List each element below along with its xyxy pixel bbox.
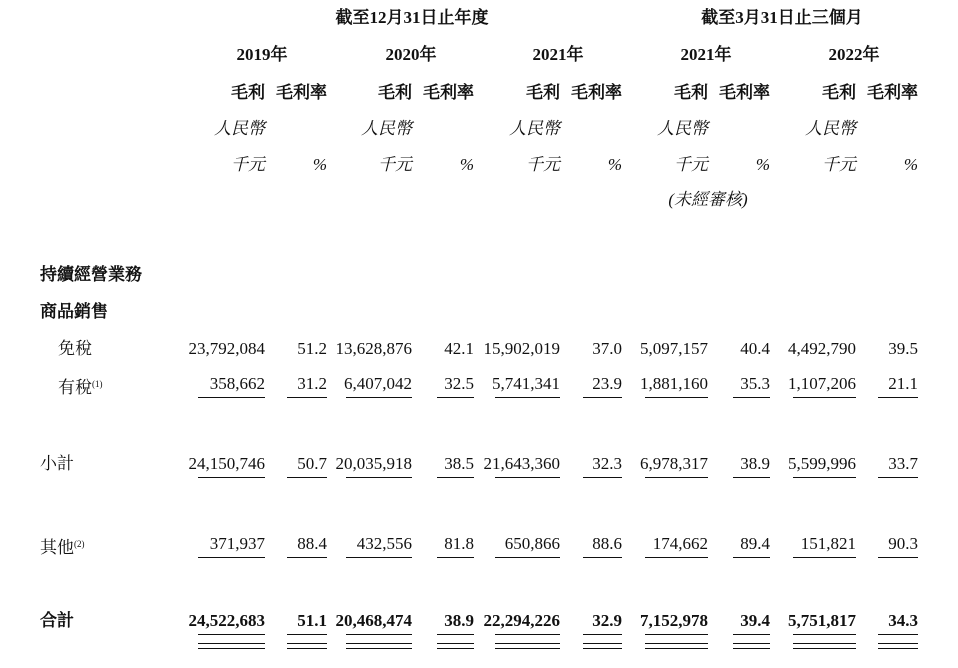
unit-thousand-2019: 千元 bbox=[231, 155, 265, 174]
footnote-1: (1) bbox=[92, 379, 103, 389]
col-margin-2020: 毛利率 bbox=[423, 83, 474, 102]
cell-duty-free-gross-profit-2019: 23,792,084 bbox=[188, 339, 265, 358]
unit-percent-2020: % bbox=[459, 155, 474, 174]
col-gross-profit-2022-q1: 毛利 bbox=[822, 83, 856, 102]
cell-total-gross-profit-2019: 24,522,683 bbox=[188, 611, 265, 630]
unit-thousand-2021: 千元 bbox=[526, 155, 560, 174]
cell-total-margin-2021: 32.9 bbox=[592, 611, 622, 630]
rule-others-7 bbox=[733, 557, 770, 558]
cell-total-gross-profit-2021: 22,294,226 bbox=[483, 611, 560, 630]
cell-subtotal-gross-profit-2019: 24,150,746 bbox=[188, 454, 265, 473]
col-margin-2022-q1: 毛利率 bbox=[867, 83, 918, 102]
rule-total-top-8 bbox=[793, 634, 856, 635]
cell-others-gross-profit-2022-q1: 151,821 bbox=[800, 534, 856, 553]
rule-duty-paid-3 bbox=[437, 397, 474, 398]
rule-subtotal-3 bbox=[437, 477, 474, 478]
rule-subtotal-2 bbox=[346, 477, 412, 478]
rule-total-double-5 bbox=[583, 643, 622, 649]
rule-duty-paid-2 bbox=[346, 397, 412, 398]
currency-2019: 人民幣 bbox=[214, 119, 265, 138]
cell-others-gross-profit-2021: 650,866 bbox=[504, 534, 560, 553]
rule-total-double-6 bbox=[645, 643, 708, 649]
year-header-2022-q1: 2022年 bbox=[828, 45, 880, 64]
unit-thousand-2020: 千元 bbox=[378, 155, 412, 174]
cell-duty-paid-gross-profit-2019: 358,662 bbox=[209, 374, 265, 393]
rule-total-top-6 bbox=[645, 634, 708, 635]
cell-duty-paid-margin-2019: 31.2 bbox=[297, 374, 327, 393]
row-label-total: 合計 bbox=[40, 611, 74, 630]
rule-total-double-2 bbox=[346, 643, 412, 649]
rule-others-5 bbox=[583, 557, 622, 558]
cell-duty-paid-gross-profit-2021: 5,741,341 bbox=[492, 374, 560, 393]
cell-others-margin-2021-q1: 89.4 bbox=[740, 534, 770, 553]
col-margin-2019: 毛利率 bbox=[276, 83, 327, 102]
cell-others-gross-profit-2019: 371,937 bbox=[209, 534, 265, 553]
cell-duty-paid-gross-profit-2022-q1: 1,107,206 bbox=[788, 374, 856, 393]
rule-subtotal-5 bbox=[583, 477, 622, 478]
currency-2020: 人民幣 bbox=[361, 119, 412, 138]
footnote-2: (2) bbox=[74, 539, 85, 549]
cell-subtotal-gross-profit-2022-q1: 5,599,996 bbox=[788, 454, 856, 473]
cell-subtotal-margin-2021: 32.3 bbox=[592, 454, 622, 473]
row-label-duty-paid: 有稅$^{(1)}$ bbox=[58, 378, 103, 397]
rule-subtotal-8 bbox=[793, 477, 856, 478]
rule-others-9 bbox=[878, 557, 918, 558]
year-header-2020: 2020年 bbox=[385, 45, 437, 64]
rule-subtotal-1 bbox=[287, 477, 327, 478]
cell-total-gross-profit-2020: 20,468,474 bbox=[335, 611, 412, 630]
rule-subtotal-4 bbox=[495, 477, 560, 478]
cell-duty-free-margin-2019: 51.2 bbox=[297, 339, 327, 358]
unit-percent-2021: % bbox=[607, 155, 622, 174]
rule-total-double-3 bbox=[437, 643, 474, 649]
col-gross-profit-2021-q1: 毛利 bbox=[674, 83, 708, 102]
cell-subtotal-margin-2020: 38.5 bbox=[444, 454, 474, 473]
cell-duty-free-margin-2020: 42.1 bbox=[444, 339, 474, 358]
rule-duty-paid-9 bbox=[878, 397, 918, 398]
row-label-duty-free: 免稅 bbox=[58, 339, 92, 358]
rule-duty-paid-0 bbox=[198, 397, 265, 398]
rule-total-double-8 bbox=[793, 643, 856, 649]
cell-others-gross-profit-2020: 432,556 bbox=[356, 534, 412, 553]
rule-total-double-4 bbox=[495, 643, 560, 649]
col-margin-2021-q1: 毛利率 bbox=[719, 83, 770, 102]
rule-others-3 bbox=[437, 557, 474, 558]
currency-2022-q1: 人民幣 bbox=[805, 119, 856, 138]
rule-total-double-0 bbox=[198, 643, 265, 649]
unit-percent-2022-q1: % bbox=[903, 155, 918, 174]
cell-duty-free-gross-profit-2021-q1: 5,097,157 bbox=[640, 339, 708, 358]
col-gross-profit-2020: 毛利 bbox=[378, 83, 412, 102]
rule-total-top-5 bbox=[583, 634, 622, 635]
rule-others-8 bbox=[793, 557, 856, 558]
cell-duty-free-margin-2021-q1: 40.4 bbox=[740, 339, 770, 358]
rule-subtotal-0 bbox=[198, 477, 265, 478]
cell-duty-free-gross-profit-2022-q1: 4,492,790 bbox=[788, 339, 856, 358]
rule-subtotal-6 bbox=[645, 477, 708, 478]
group-header-quarter: 截至3月31日止三個月 bbox=[701, 8, 863, 27]
rule-total-top-1 bbox=[287, 634, 327, 635]
rule-duty-paid-1 bbox=[287, 397, 327, 398]
rule-duty-paid-6 bbox=[645, 397, 708, 398]
rule-duty-paid-8 bbox=[793, 397, 856, 398]
rule-total-top-9 bbox=[878, 634, 918, 635]
cell-duty-paid-margin-2021-q1: 35.3 bbox=[740, 374, 770, 393]
rule-others-2 bbox=[346, 557, 412, 558]
cell-subtotal-margin-2019: 50.7 bbox=[297, 454, 327, 473]
rule-subtotal-9 bbox=[878, 477, 918, 478]
cell-duty-free-gross-profit-2020: 13,628,876 bbox=[335, 339, 412, 358]
cell-total-gross-profit-2021-q1: 7,152,978 bbox=[640, 611, 708, 630]
col-gross-profit-2021: 毛利 bbox=[526, 83, 560, 102]
year-header-2021: 2021年 bbox=[532, 45, 584, 64]
cell-total-margin-2020: 38.9 bbox=[444, 611, 474, 630]
rule-total-top-7 bbox=[733, 634, 770, 635]
unaudited-note: (未經審核) bbox=[668, 190, 748, 209]
rule-others-4 bbox=[495, 557, 560, 558]
rule-duty-paid-7 bbox=[733, 397, 770, 398]
cell-others-gross-profit-2021-q1: 174,662 bbox=[652, 534, 708, 553]
cell-subtotal-margin-2021-q1: 38.9 bbox=[740, 454, 770, 473]
section-merchandise-sales: 商品銷售 bbox=[40, 302, 108, 321]
unit-thousand-2022-q1: 千元 bbox=[822, 155, 856, 174]
rule-total-double-1 bbox=[287, 643, 327, 649]
rule-total-top-3 bbox=[437, 634, 474, 635]
rule-others-6 bbox=[645, 557, 708, 558]
cell-subtotal-gross-profit-2021-q1: 6,978,317 bbox=[640, 454, 708, 473]
cell-subtotal-gross-profit-2021: 21,643,360 bbox=[483, 454, 560, 473]
cell-others-margin-2020: 81.8 bbox=[444, 534, 474, 553]
cell-others-margin-2019: 88.4 bbox=[297, 534, 327, 553]
cell-others-margin-2021: 88.6 bbox=[592, 534, 622, 553]
cell-total-margin-2022-q1: 34.3 bbox=[888, 611, 918, 630]
section-continuing-operations: 持續經營業務 bbox=[40, 265, 142, 284]
col-gross-profit-2019: 毛利 bbox=[231, 83, 265, 102]
rule-total-top-4 bbox=[495, 634, 560, 635]
cell-duty-paid-margin-2022-q1: 21.1 bbox=[888, 374, 918, 393]
unit-percent-2019: % bbox=[312, 155, 327, 174]
cell-duty-free-margin-2022-q1: 39.5 bbox=[888, 339, 918, 358]
group-header-year: 截至12月31日止年度 bbox=[335, 8, 489, 27]
year-header-2021-q1: 2021年 bbox=[680, 45, 732, 64]
rule-total-top-2 bbox=[346, 634, 412, 635]
cell-total-margin-2019: 51.1 bbox=[297, 611, 327, 630]
cell-total-margin-2021-q1: 39.4 bbox=[740, 611, 770, 630]
year-header-2019: 2019年 bbox=[236, 45, 288, 64]
cell-duty-paid-gross-profit-2021-q1: 1,881,160 bbox=[640, 374, 708, 393]
cell-duty-free-gross-profit-2021: 15,902,019 bbox=[483, 339, 560, 358]
currency-2021: 人民幣 bbox=[509, 119, 560, 138]
row-label-others: 其他$^{(2)}$ bbox=[40, 538, 85, 557]
unit-thousand-2021-q1: 千元 bbox=[674, 155, 708, 174]
cell-subtotal-gross-profit-2020: 20,035,918 bbox=[335, 454, 412, 473]
cell-subtotal-margin-2022-q1: 33.7 bbox=[888, 454, 918, 473]
cell-duty-paid-margin-2021: 23.9 bbox=[592, 374, 622, 393]
rule-total-double-7 bbox=[733, 643, 770, 649]
rule-total-top-0 bbox=[198, 634, 265, 635]
rule-others-1 bbox=[287, 557, 327, 558]
col-margin-2021: 毛利率 bbox=[571, 83, 622, 102]
rule-duty-paid-4 bbox=[495, 397, 560, 398]
row-label-subtotal: 小計 bbox=[40, 454, 74, 473]
cell-total-gross-profit-2022-q1: 5,751,817 bbox=[788, 611, 856, 630]
rule-subtotal-7 bbox=[733, 477, 770, 478]
unit-percent-2021-q1: % bbox=[755, 155, 770, 174]
currency-2021-q1: 人民幣 bbox=[657, 119, 708, 138]
rule-duty-paid-5 bbox=[583, 397, 622, 398]
rule-others-0 bbox=[198, 557, 265, 558]
cell-duty-free-margin-2021: 37.0 bbox=[592, 339, 622, 358]
cell-others-margin-2022-q1: 90.3 bbox=[888, 534, 918, 553]
rule-total-double-9 bbox=[878, 643, 918, 649]
cell-duty-paid-margin-2020: 32.5 bbox=[444, 374, 474, 393]
cell-duty-paid-gross-profit-2020: 6,407,042 bbox=[344, 374, 412, 393]
